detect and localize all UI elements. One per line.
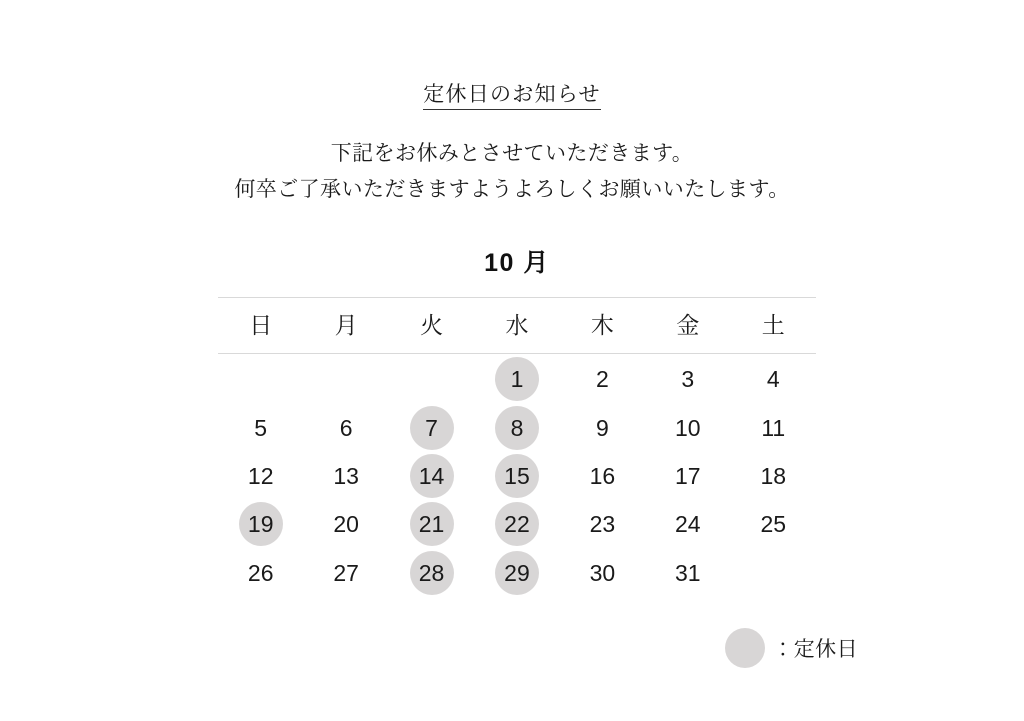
calendar-day-cell (474, 404, 559, 452)
calendar-day-cell (731, 452, 816, 500)
calendar-day: 24 (675, 510, 701, 537)
calendar-day-cell (389, 548, 474, 598)
calendar-head (218, 298, 816, 354)
calendar-day-cell (731, 500, 816, 548)
calendar-day-cell (645, 354, 730, 405)
calendar-day-holiday: 1 (495, 357, 539, 401)
calendar-day-holiday: 22 (495, 502, 539, 546)
calendar-month-label: 10 月 (484, 249, 550, 277)
calendar-day: 13 (333, 462, 359, 489)
notice-body (0, 136, 1024, 208)
calendar-day: 30 (589, 559, 616, 586)
calendar (218, 243, 816, 598)
page-title-text: 定休日のお知らせ (423, 83, 600, 110)
calendar-day-cell (645, 404, 730, 452)
calendar-day-cell (645, 548, 730, 598)
calendar-day: 4 (766, 365, 780, 392)
calendar-day-cell (560, 354, 645, 405)
calendar-table (218, 297, 816, 598)
legend-label: ：定休日 (772, 638, 858, 661)
calendar-week-row (218, 452, 816, 500)
calendar-day: 17 (675, 462, 701, 489)
calendar-day-cell (731, 354, 816, 405)
calendar-day-cell (303, 404, 388, 452)
calendar-day-cell (303, 354, 388, 405)
calendar-day-holiday: 15 (495, 454, 539, 498)
calendar-day: 31 (675, 559, 701, 586)
calendar-day: 25 (760, 510, 787, 537)
calendar-day-cell (389, 452, 474, 500)
calendar-day-cell (560, 548, 645, 598)
calendar-day: 3 (681, 365, 695, 392)
calendar-day-cell (389, 404, 474, 452)
calendar-day-cell (303, 452, 388, 500)
calendar-day: 27 (333, 559, 359, 586)
calendar-week-row (218, 500, 816, 548)
page-title (0, 0, 1024, 108)
calendar-day: 2 (595, 365, 609, 392)
weekday-header-tue: 火 (389, 298, 474, 354)
calendar-day-cell (303, 500, 388, 548)
calendar-day-cell (560, 404, 645, 452)
calendar-day: 26 (247, 559, 274, 586)
calendar-day: 6 (339, 414, 353, 441)
legend (725, 628, 858, 668)
calendar-day-cell (645, 452, 730, 500)
calendar-day-holiday: 8 (495, 406, 539, 450)
calendar-day-holiday: 28 (410, 551, 454, 595)
calendar-week-row (218, 404, 816, 452)
calendar-day-holiday: 19 (239, 502, 283, 546)
calendar-weekday-row (218, 298, 816, 354)
calendar-day-cell (389, 354, 474, 405)
calendar-day: 16 (589, 462, 616, 489)
calendar-day: 5 (254, 414, 268, 441)
notice-line-1: 下記をお休みとさせていただきます。 (330, 142, 694, 165)
calendar-day-cell (731, 548, 816, 598)
calendar-day-holiday: 21 (410, 502, 454, 546)
calendar-day-cell (218, 548, 303, 598)
calendar-day-cell (218, 354, 303, 405)
weekday-header-sun: 日 (218, 298, 303, 354)
weekday-header-sat: 土 (731, 298, 816, 354)
weekday-header-thu: 木 (560, 298, 645, 354)
calendar-body (218, 354, 816, 599)
calendar-day-cell (474, 500, 559, 548)
calendar-day-cell (645, 500, 730, 548)
holiday-swatch-icon (725, 628, 765, 668)
calendar-day: 12 (247, 462, 274, 489)
calendar-day-cell (474, 548, 559, 598)
weekday-header-fri: 金 (645, 298, 730, 354)
calendar-day-cell (218, 404, 303, 452)
calendar-day-cell (303, 548, 388, 598)
notice-line-2: 何卒ご了承いただきますようよろしくお願いいたします。 (234, 178, 790, 202)
weekday-header-wed: 水 (474, 298, 559, 354)
calendar-day: 20 (333, 510, 359, 537)
calendar-day: 11 (761, 414, 786, 441)
calendar-day-holiday: 7 (410, 406, 454, 450)
calendar-week-row (218, 354, 816, 405)
calendar-day-holiday: 29 (495, 551, 539, 595)
calendar-day-cell (474, 354, 559, 405)
calendar-day: 23 (589, 510, 616, 537)
calendar-day: 10 (675, 414, 701, 441)
calendar-day-cell (218, 500, 303, 548)
calendar-day-cell (560, 500, 645, 548)
calendar-day-cell (389, 500, 474, 548)
calendar-day-holiday: 14 (410, 454, 454, 498)
calendar-day-cell (474, 452, 559, 500)
calendar-day-cell (218, 452, 303, 500)
calendar-day: 18 (760, 462, 787, 489)
calendar-day-cell (560, 452, 645, 500)
calendar-week-row (218, 548, 816, 598)
weekday-header-mon: 月 (303, 298, 388, 354)
calendar-day: 9 (595, 414, 609, 441)
calendar-day-cell (731, 404, 816, 452)
